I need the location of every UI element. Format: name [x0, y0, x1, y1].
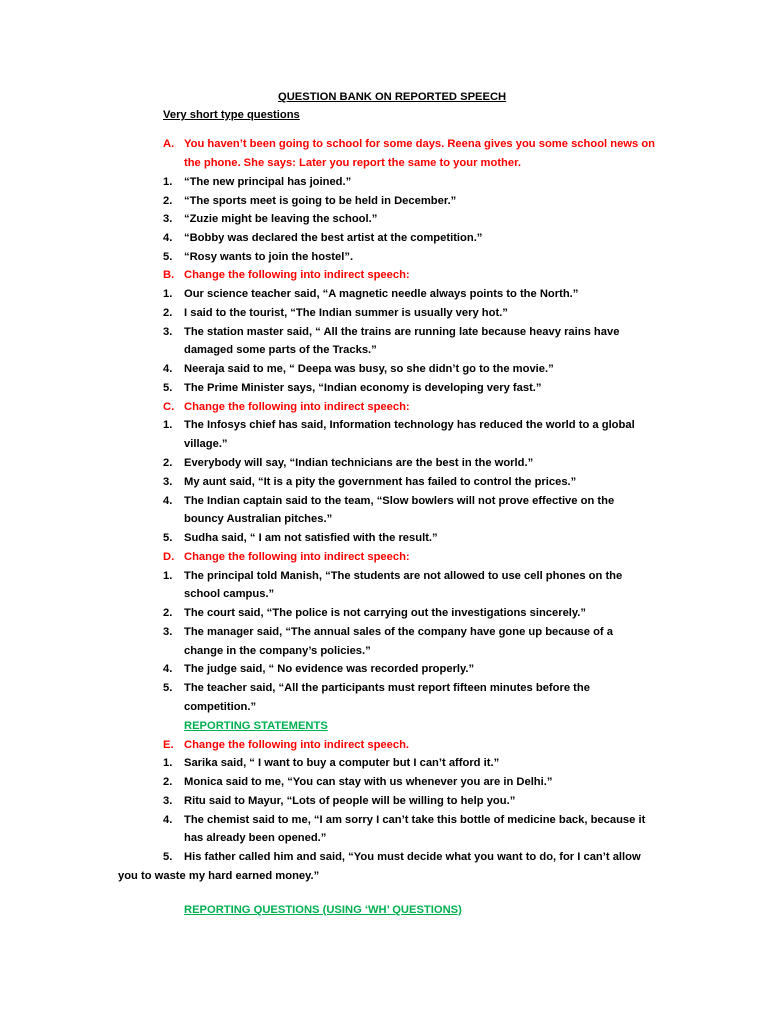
list-item-cont: change in the company’s policies.” — [184, 645, 371, 657]
list-item-number: 1. — [163, 176, 173, 188]
list-item-number: 4. — [163, 814, 173, 826]
list-item: The manager said, “The annual sales of the company have gone up because of a — [184, 626, 613, 638]
section-b-marker: B. — [163, 269, 175, 281]
page-title: QUESTION BANK ON REPORTED SPEECH — [278, 91, 507, 103]
list-item-number: 2. — [163, 195, 173, 207]
list-item: The judge said, “ No evidence was recorded properly.” — [184, 663, 475, 675]
list-item: I said to the tourist, “The Indian summer is usually very hot.” — [184, 307, 508, 319]
list-item: The Indian captain said to the team, “Slow bowlers will not prove effective on the — [184, 495, 615, 507]
page-subtitle: Very short type questions — [163, 109, 300, 121]
list-item-cont: you to waste my hard earned money.” — [118, 870, 320, 882]
section-d-marker: D. — [163, 551, 175, 563]
list-item: His father called him and said, “You must decide what you want to do, for I can’t allow — [184, 851, 641, 863]
list-item-number: 3. — [163, 795, 173, 807]
list-item: Our science teacher said, “A magnetic needle always points to the North.” — [184, 288, 579, 300]
list-item-number: 4. — [163, 663, 173, 675]
list-item-number: 3. — [163, 326, 173, 338]
list-item-number: 1. — [163, 757, 173, 769]
section-b-heading: Change the following into indirect speech: — [184, 269, 410, 281]
list-item-number: 2. — [163, 307, 173, 319]
list-item-number: 5. — [163, 851, 173, 863]
section-e-heading: Change the following into indirect speech. — [184, 739, 410, 751]
section-d-heading: Change the following into indirect speech: — [184, 551, 410, 563]
list-item: Sarika said, “ I want to buy a computer but I can’t afford it.” — [184, 757, 500, 769]
list-item-cont: damaged some parts of the Tracks.” — [184, 344, 377, 356]
list-item: The court said, “The police is not carrying out the investigations sincerely.” — [184, 607, 587, 619]
section-c-heading: Change the following into indirect speech: — [184, 401, 410, 413]
list-item-number: 3. — [163, 626, 173, 638]
list-item-number: 1. — [163, 570, 173, 582]
list-item-number: 4. — [163, 232, 173, 244]
list-item: Ritu said to Mayur, “Lots of people will be willing to help you.” — [184, 795, 516, 807]
section-c-marker: C. — [163, 401, 175, 413]
list-item: The chemist said to me, “I am sorry I can’t take this bottle of medicine back, because it — [184, 814, 646, 826]
list-item-cont: has already been opened.” — [184, 832, 327, 844]
list-item: Everybody will say, “Indian technicians are the best in the world.” — [184, 457, 534, 469]
list-item: The station master said, “ All the trains are running late because heavy rains have — [184, 326, 620, 338]
reporting-statements-heading: REPORTING STATEMENTS — [184, 720, 328, 732]
list-item: The principal told Manish, “The students are not allowed to use cell phones on the — [184, 570, 623, 582]
list-item-number: 2. — [163, 607, 173, 619]
list-item-cont: village.” — [184, 438, 228, 450]
list-item: “The new principal has joined.” — [184, 176, 352, 188]
list-item: The Infosys chief has said, Information technology has reduced the world to a global — [184, 419, 635, 431]
list-item: The teacher said, “All the participants must report fifteen minutes before the — [184, 682, 590, 694]
list-item: Sudha said, “ I am not satisfied with the result.” — [184, 532, 438, 544]
list-item: My aunt said, “It is a pity the government has failed to control the prices.” — [184, 476, 577, 488]
list-item-number: 4. — [163, 495, 173, 507]
list-item-number: 3. — [163, 476, 173, 488]
list-item-number: 2. — [163, 776, 173, 788]
list-item-cont: school campus.” — [184, 588, 275, 600]
list-item-number: 5. — [163, 682, 173, 694]
reporting-questions-heading: REPORTING QUESTIONS (USING ‘WH’ QUESTIONS) — [184, 904, 462, 916]
list-item-cont: competition.” — [184, 701, 257, 713]
list-item-number: 2. — [163, 457, 173, 469]
list-item: “Bobby was declared the best artist at the competition.” — [184, 232, 483, 244]
list-item-number: 5. — [163, 251, 173, 263]
list-item: Monica said to me, “You can stay with us whenever you are in Delhi.” — [184, 776, 553, 788]
section-e-marker: E. — [163, 739, 174, 751]
list-item-number: 1. — [163, 288, 173, 300]
section-a-heading-cont: the phone. She says: Later you report the same to your mother. — [184, 157, 521, 169]
list-item: Neeraja said to me, “ Deepa was busy, so she didn’t go to the movie.” — [184, 363, 554, 375]
list-item: “The sports meet is going to be held in December.” — [184, 195, 457, 207]
list-item-cont: bouncy Australian pitches.” — [184, 513, 333, 525]
list-item-number: 1. — [163, 419, 173, 431]
list-item-number: 5. — [163, 382, 173, 394]
list-item: “Rosy wants to join the hostel”. — [184, 251, 354, 263]
list-item-number: 4. — [163, 363, 173, 375]
list-item-number: 3. — [163, 213, 173, 225]
section-a-heading: You haven’t been going to school for some days. Reena gives you some school news on — [184, 138, 656, 150]
list-item-number: 5. — [163, 532, 173, 544]
section-a-marker: A. — [163, 138, 175, 150]
list-item: “Zuzie might be leaving the school.” — [184, 213, 378, 225]
list-item: The Prime Minister says, “Indian economy is developing very fast.” — [184, 382, 542, 394]
